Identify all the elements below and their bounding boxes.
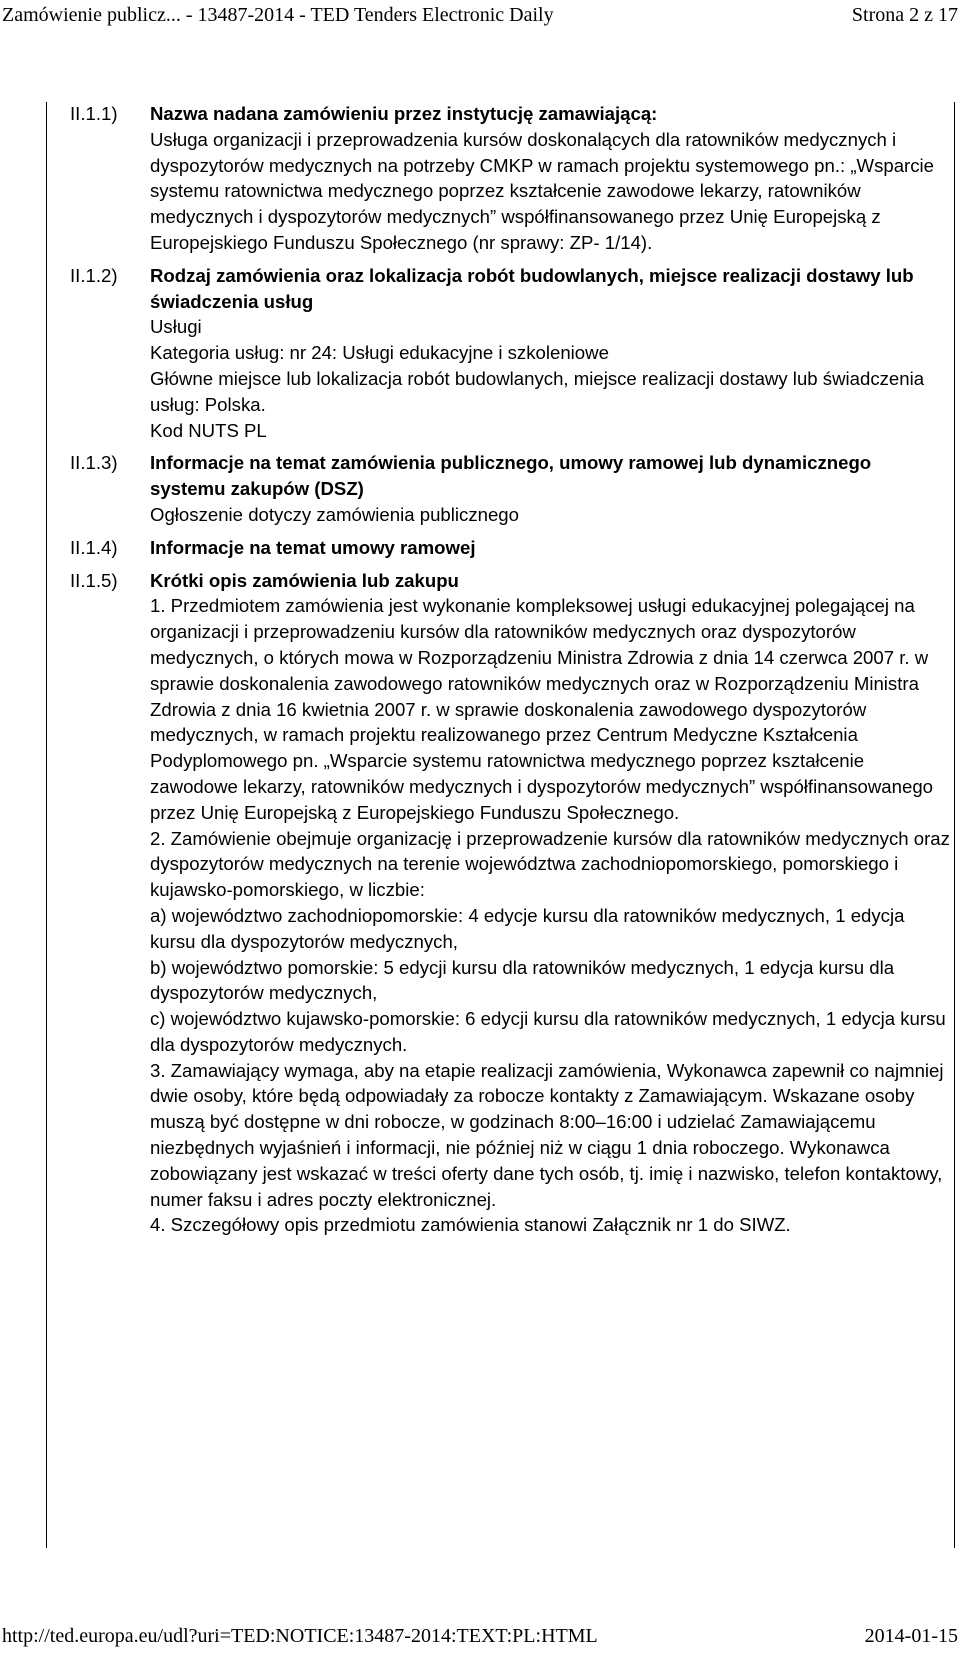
section-text: Kod NUTS PL: [150, 419, 267, 441]
section-ii-1-4: [70, 535, 950, 561]
section-ii-1-5: [70, 568, 950, 1239]
document-body: [70, 101, 950, 1245]
section-paragraph: a) województwo zachodniopomorskie: 4 edycje kursu dla ratowników medycznych, 1 edycja kursu dla dyspozytorów medycznych,: [150, 904, 905, 952]
section-title: Nazwa nadana zamówieniu przez instytucję zamawiającą:: [150, 103, 658, 124]
section-ii-1-2: [70, 263, 950, 444]
section-title: Rodzaj zamówienia oraz lokalizacja robót budowlanych, miejsce realizacji dostawy lub świadczenia usług: [150, 264, 914, 312]
footer-url: http://ted.europa.eu/udl?uri=TED:NOTICE:13487-2014:TEXT:PL:HTML: [2, 1625, 598, 1647]
section-paragraph: 2. Zamówienie obejmuje organizację i przeprowadzenie kursów dla ratowników medycznych oraz dyspozytorów medycznych na terenie województwa zachodniopomorskiego, pomorskiego i kujawsko-pomorskiego, w liczbie:: [150, 827, 950, 901]
section-paragraph: 1. Przedmiotem zamówienia jest wykonanie kompleksowej usługi edukacyjnej polegającej na organizacji i przeprowadzeniu kursów dla ratowników medycznych oraz dyspozytorów medycznych, o których mowa w Rozporządzeniu Ministra Zdrowia z dnia 14 czerwca 2007 r. w sprawie doskonalenia zawodowego ratowników medycznych oraz w Rozporządzeniu Ministra Zdrowia z dnia 16 kwietnia 2007 r. w sprawie doskonalenia zawodowego dyspozytorów medycznych, w ramach projektu realizowanego przez Centrum Medyczne Kształcenia Podyplomowego pn. „Wsparcie systemu ratownictwa medycznego poprzez kształcenie zawodowe lekarzy, ratowników medycznych i dyspozytorów medycznych” współfinansowanego przez Unię Europejską z Europejskiego Funduszu Społecznego.: [150, 595, 934, 823]
section-title: Krótki opis zamówienia lub zakupu: [150, 569, 459, 591]
section-paragraph: c) województwo kujawsko-pomorskie: 6 edycji kursu dla ratowników medycznych, 1 edycja kursu dla dyspozytorów medycznych.: [150, 1008, 946, 1055]
section-paragraph: 4. Szczegółowy opis przedmiotu zamówienia stanowi Załącznik nr 1 do SIWZ.: [150, 1214, 791, 1236]
page-header: [0, 0, 960, 36]
page-footer: [0, 1620, 960, 1654]
section-text: Ogłoszenie dotyczy zamówienia publicznego: [150, 503, 519, 525]
section-text: Usługi: [150, 316, 202, 338]
section-ii-1-1: [70, 101, 950, 256]
section-paragraph: 3. Zamawiający wymaga, aby na etapie realizacji zamówienia, Wykonawca zapewnił co najmniej dwie osoby, które będą odpowiadały za robocze kontakty z Zamawiającym. Wskazane osoby muszą być dostępne w dni robocze, w godzinach 8:00–16:00 i udzielać Zamawiającemu niezbędnych wyjaśnień i informacji, nie później niż w ciągu 1 dnia roboczego. Wykonawca zobowiązany jest wskazać w treści oferty dane tych osób, tj. imię i nazwisko, telefon kontaktowy, numer faksu i adres poczty elektronicznej.: [150, 1059, 944, 1210]
section-text: Kategoria usług: nr 24: Usługi edukacyjne i szkoleniowe: [150, 342, 609, 364]
section-paragraph: b) województwo pomorskie: 5 edycji kursu dla ratowników medycznych, 1 edycja kursu dla dyspozytorów medycznych,: [150, 956, 895, 1004]
section-text: Główne miejsce lub lokalizacja robót budowlanych, miejsce realizacji dostawy lub świadczenia usług: Polska.: [150, 367, 925, 415]
section-body: [150, 450, 950, 527]
section-text: Usługa organizacji i przeprowadzenia kursów doskonalących dla ratowników medycznych i dyspozytorów medycznych na potrzeby CMKP w ramach projektu systemowego pn.: „Wsparcie systemu ratownictwa medycznego poprzez kształcenie zawodowe lekarzy, ratowników medycznych i dyspozytorów medycznych” współfinansowanego przez Unię Europejską z Europejskiego Funduszu Społecznego (nr sprawy: ZP- 1/14).: [150, 128, 935, 253]
frame-left-border: [46, 102, 47, 1548]
section-title: Informacje na temat zamówienia publicznego, umowy ramowej lub dynamicznego systemu zakupów (DSZ): [150, 452, 872, 500]
header-page-number: Strona 2 z 17: [851, 4, 958, 26]
section-number: II.1.2): [70, 264, 118, 286]
footer-date: 2014-01-15: [864, 1625, 958, 1647]
section-body: [150, 535, 950, 561]
section-number: II.1.5): [70, 569, 118, 591]
frame-right-border: [954, 102, 955, 1548]
section-body: [150, 263, 950, 444]
section-body: [150, 101, 950, 256]
header-title: Zamówienie publicz... - 13487-2014 - TED Tenders Electronic Daily: [2, 4, 554, 26]
section-number: II.1.3): [70, 452, 118, 474]
section-title: Informacje na temat umowy ramowej: [150, 536, 476, 558]
section-number: II.1.1): [70, 103, 118, 124]
section-ii-1-3: [70, 450, 950, 527]
section-number: II.1.4): [70, 536, 118, 558]
section-body: [150, 568, 950, 1239]
